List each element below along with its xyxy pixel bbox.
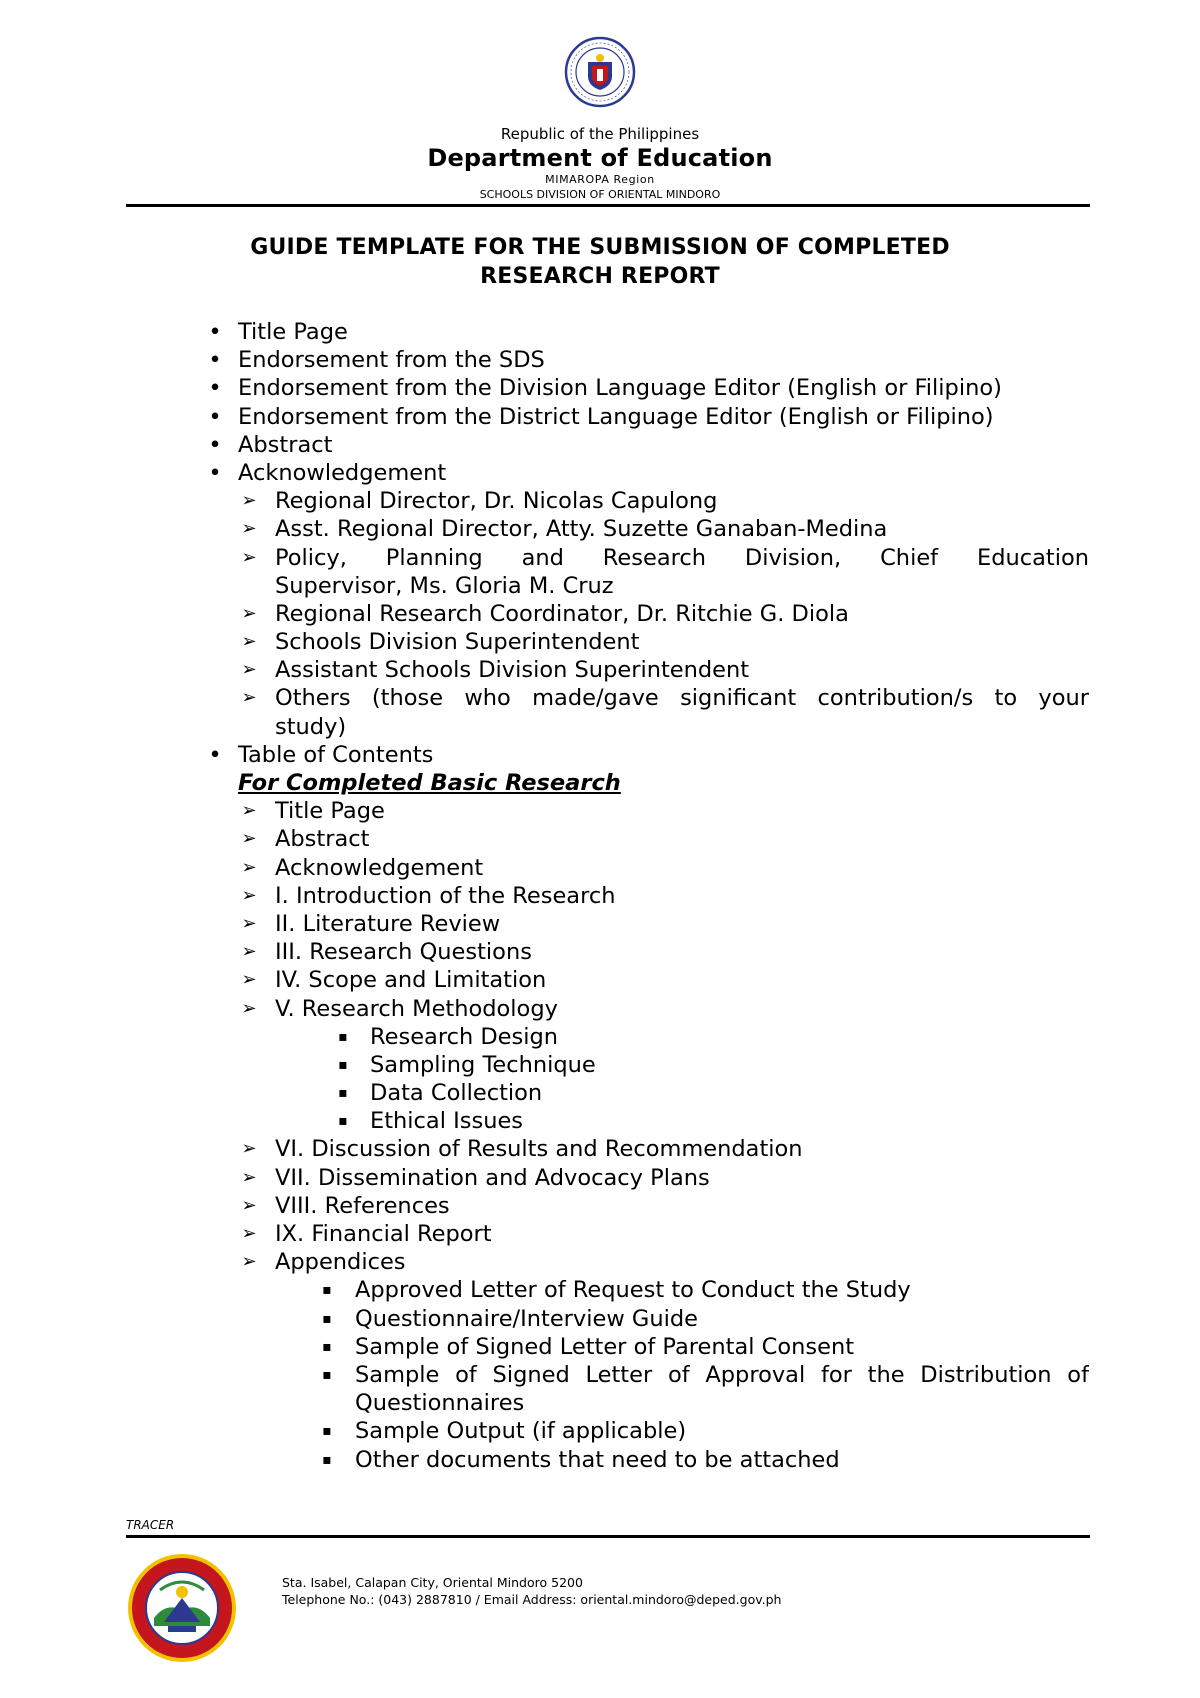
list-item: ➢ IX. Financial Report [0, 1220, 1200, 1248]
requirements-list [0, 318, 1200, 1474]
list-item: • Abstract [0, 431, 1200, 459]
square-bullet-icon: ▪ [338, 1056, 348, 1073]
arrow-bullet-icon: ➢ [241, 602, 257, 624]
square-bullet-icon: ▪ [322, 1282, 332, 1299]
header-department: Department of Education [427, 144, 773, 172]
arrow-bullet-icon: ➢ [241, 1251, 257, 1273]
list-item: ➢ Regional Director, Dr. Nicolas Capulong [0, 487, 1200, 515]
arrow-bullet-icon: ➢ [241, 631, 257, 653]
list-item: ▪ Data Collection [0, 1079, 1200, 1107]
bullet-icon: • [208, 459, 222, 486]
list-item: ➢ Acknowledgement [0, 854, 1200, 882]
list-item: ▪ Sample Output (if applicable) [0, 1417, 1200, 1445]
arrow-bullet-icon: ➢ [241, 997, 257, 1019]
arrow-bullet-icon: ➢ [241, 800, 257, 822]
list-item: ➢ III. Research Questions [0, 938, 1200, 966]
arrow-bullet-icon: ➢ [241, 1194, 257, 1216]
list-item: ▪ Sampling Technique [0, 1051, 1200, 1079]
list-item: • Title Page [0, 318, 1200, 346]
deped-seal-logo [564, 36, 636, 108]
list-item: ➢ VI. Discussion of Results and Recommendation [0, 1135, 1200, 1163]
arrow-bullet-icon: ➢ [241, 884, 257, 906]
bullet-icon: • [208, 403, 222, 430]
square-bullet-icon: ▪ [338, 1028, 348, 1045]
list-item: ▪ Research Design [0, 1023, 1200, 1051]
arrow-bullet-icon: ➢ [241, 490, 257, 512]
division-seal-logo [126, 1552, 238, 1664]
arrow-bullet-icon: ➢ [241, 1138, 257, 1160]
list-item: ➢ Abstract [0, 825, 1200, 853]
list-item: ➢ Policy, Planning and Research Division, Chief Education Supervisor, Ms. Gloria M. Cruz [0, 544, 1200, 600]
bullet-icon: • [208, 375, 222, 402]
list-item: ▪ Sample of Signed Letter of Approval for the Distribution of Questionnaires [0, 1361, 1200, 1417]
document-title-line1: GUIDE TEMPLATE FOR THE SUBMISSION OF COMPLETED [250, 235, 950, 260]
arrow-bullet-icon: ➢ [241, 687, 257, 709]
bullet-icon: • [208, 319, 222, 345]
arrow-bullet-icon: ➢ [241, 941, 257, 963]
square-bullet-icon: ▪ [338, 1085, 348, 1102]
list-item: ➢ II. Literature Review [0, 910, 1200, 938]
arrow-bullet-icon: ➢ [241, 1166, 257, 1188]
arrow-bullet-icon: ➢ [241, 969, 257, 991]
arrow-bullet-icon: ➢ [241, 912, 257, 934]
list-item: ➢ Others (those who made/gave significant contribution/s to your study) [0, 684, 1200, 740]
list-item: ➢ Regional Research Coordinator, Dr. Ritchie G. Diola [0, 600, 1200, 628]
footer-address: Sta. Isabel, Calapan City, Oriental Mindoro 5200 [282, 1575, 583, 1590]
arrow-bullet-icon: ➢ [241, 856, 257, 878]
list-item: ➢ VIII. References [0, 1192, 1200, 1220]
list-item: • Endorsement from the District Language Editor (English or Filipino) [0, 403, 1200, 431]
square-bullet-icon: ▪ [322, 1338, 332, 1355]
arrow-bullet-icon: ➢ [241, 828, 257, 850]
header-region: MIMAROPA Region [545, 173, 655, 186]
list-item: ➢ Asst. Regional Director, Atty. Suzette Ganaban-Medina [0, 515, 1200, 543]
list-item: ▪ Ethical Issues [0, 1107, 1200, 1135]
list-item: ➢ Appendices [0, 1248, 1200, 1276]
header-republic: Republic of the Philippines [500, 125, 700, 143]
list-item: ➢ I. Introduction of the Research [0, 882, 1200, 910]
section-subheading: For Completed Basic Research [238, 770, 621, 797]
list-item: ➢ V. Research Methodology [0, 995, 1200, 1023]
list-item: • Endorsement from the SDS [0, 346, 1200, 374]
list-item: ➢ IV. Scope and Limitation [0, 966, 1200, 994]
bullet-icon: • [208, 347, 222, 374]
footer-tracer-label: TRACER [126, 1518, 175, 1532]
list-item: ➢ Schools Division Superintendent [0, 628, 1200, 656]
square-bullet-icon: ▪ [322, 1423, 332, 1440]
footer-contact-block [282, 1574, 781, 1608]
square-bullet-icon: ▪ [338, 1113, 348, 1130]
footer-contact: Telephone No.: (043) 2887810 / Email Address: oriental.mindoro@deped.gov.ph [282, 1592, 782, 1607]
list-item: • Acknowledgement [0, 459, 1200, 487]
document-title-line2: RESEARCH REPORT [480, 264, 720, 289]
footer-divider [126, 1535, 1090, 1538]
bullet-icon: • [208, 741, 222, 768]
bullet-icon: • [208, 431, 222, 458]
list-item: ▪ Other documents that need to be attached [0, 1446, 1200, 1474]
header-division: SCHOOLS DIVISION OF ORIENTAL MINDORO [479, 188, 721, 201]
square-bullet-icon: ▪ [322, 1451, 332, 1468]
list-item: • Table of Contents [0, 741, 1200, 769]
list-item: ▪ Approved Letter of Request to Conduct the Study [0, 1276, 1200, 1304]
list-item: ▪ Questionnaire/Interview Guide [0, 1305, 1200, 1333]
arrow-bullet-icon: ➢ [241, 546, 257, 568]
square-bullet-icon: ▪ [322, 1366, 332, 1383]
list-item: ➢ Title Page [0, 797, 1200, 825]
header-divider [126, 204, 1090, 207]
list-item: ▪ Sample of Signed Letter of Parental Consent [0, 1333, 1200, 1361]
arrow-bullet-icon: ➢ [241, 1223, 257, 1245]
list-item: ➢ Assistant Schools Division Superintendent [0, 656, 1200, 684]
arrow-bullet-icon: ➢ [241, 659, 257, 681]
square-bullet-icon: ▪ [322, 1310, 332, 1327]
list-item: ➢ VII. Dissemination and Advocacy Plans [0, 1164, 1200, 1192]
list-item: • Endorsement from the Division Language Editor (English or Filipino) [0, 374, 1200, 402]
arrow-bullet-icon: ➢ [241, 518, 257, 540]
